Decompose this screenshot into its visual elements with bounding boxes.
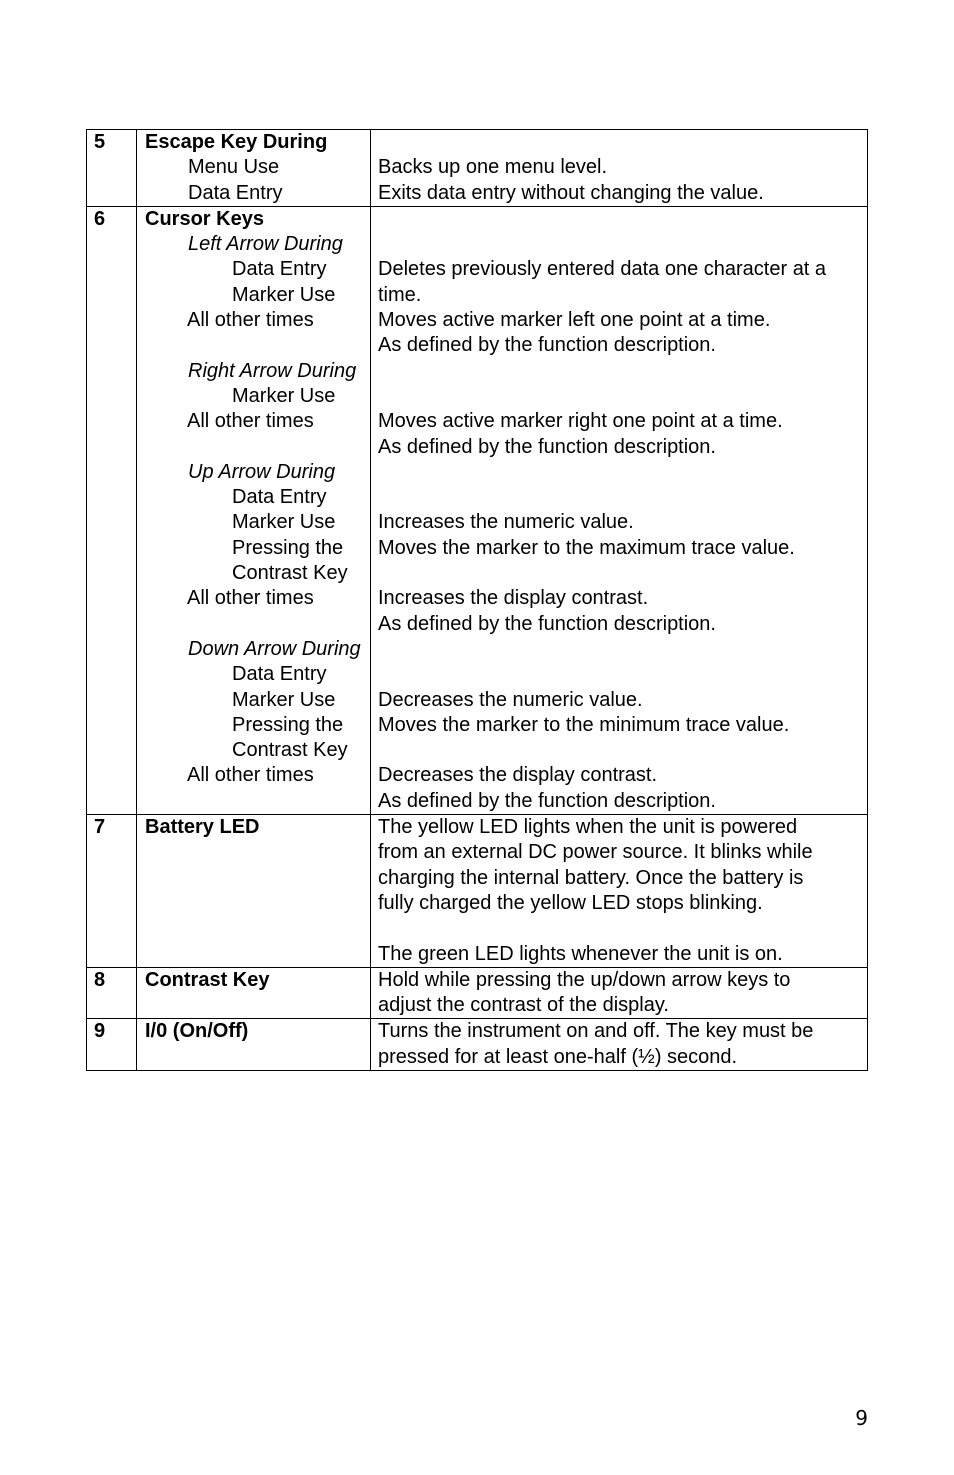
key-name-line: Marker Use: [232, 511, 336, 534]
key-name-line: I/0 (On/Off): [145, 1020, 249, 1043]
description-line: [378, 662, 867, 687]
table-row: [87, 206, 868, 814]
key-name-line: Battery LED: [145, 816, 260, 839]
item-number: 6: [87, 206, 137, 814]
description-line: [378, 384, 867, 409]
description-line: Moves the marker to the maximum trace value.: [378, 536, 795, 559]
description-line: [378, 207, 867, 232]
description-line: [378, 738, 867, 763]
item-number: 7: [87, 815, 137, 968]
key-name-line: Down Arrow During: [188, 637, 361, 660]
key-name-line: All other times: [187, 587, 314, 610]
description-cell: [371, 130, 868, 207]
key-name-line: Contrast Key: [232, 562, 348, 585]
key-name-line: Menu Use: [188, 156, 280, 179]
description-line: Decreases the numeric value.: [378, 688, 643, 711]
description-line: Deletes previously entered data one character at a: [378, 258, 827, 281]
description-line: Increases the display contrast.: [378, 587, 649, 610]
key-name-line: [137, 333, 370, 358]
table-body: [87, 130, 868, 1071]
description-line: Backs up one menu level.: [378, 156, 608, 179]
description-cell: [371, 1019, 868, 1071]
description-line: from an external DC power source. It blinks while: [378, 841, 813, 864]
key-name-line: Up Arrow During: [188, 460, 336, 483]
key-name-line: [137, 612, 370, 637]
description-line: [378, 130, 867, 155]
key-name-line: Data Entry: [188, 181, 283, 204]
key-name-line: Escape Key During: [145, 131, 328, 153]
description-line: Moves the marker to the minimum trace value.: [378, 713, 790, 736]
item-number: 5: [87, 130, 137, 207]
description-line: The yellow LED lights when the unit is powered: [378, 816, 798, 839]
description-line: adjust the contrast of the display.: [378, 994, 669, 1017]
key-name-line: Contrast Key: [145, 968, 270, 991]
description-line: Hold while pressing the up/down arrow keys to: [378, 968, 791, 991]
description-line: time.: [378, 283, 422, 306]
key-name-line: Data Entry: [232, 663, 327, 686]
item-number: 8: [87, 967, 137, 1019]
description-cell: [371, 206, 868, 814]
page-number: 9: [855, 1406, 868, 1430]
key-name-line: Pressing the: [232, 713, 344, 736]
description-line: [378, 359, 867, 384]
description-line: Moves active marker right one point at a time.: [378, 410, 783, 433]
key-name-line: Marker Use: [232, 283, 336, 306]
table-row: [87, 1019, 868, 1071]
description-line: [378, 232, 867, 257]
description-line: fully charged the yellow LED stops blinking.: [378, 891, 763, 914]
key-name-cell: [137, 130, 371, 207]
key-name-line: Left Arrow During: [188, 233, 343, 256]
key-name-line: All other times: [187, 764, 314, 787]
key-name-line: All other times: [187, 410, 314, 433]
key-function-table: [86, 129, 868, 1071]
description-cell: [371, 815, 868, 968]
description-cell: [371, 967, 868, 1019]
description-line: As defined by the function description.: [378, 334, 716, 357]
description-line: [378, 460, 867, 485]
table-row: [87, 815, 868, 968]
table-row: [87, 967, 868, 1019]
description-line: Turns the instrument on and off. The key must be: [378, 1020, 814, 1043]
key-name-line: Marker Use: [232, 384, 336, 407]
description-line: charging the internal battery. Once the battery is: [378, 866, 804, 889]
key-name-line: Cursor Keys: [145, 207, 264, 230]
key-name-cell: [137, 1019, 371, 1071]
description-line: [378, 561, 867, 586]
description-line: [378, 485, 867, 510]
description-line: pressed for at least one-half (½) second.: [378, 1045, 738, 1068]
key-name-cell: [137, 206, 371, 814]
key-name-line: Contrast Key: [232, 739, 348, 762]
key-name-line: Pressing the: [232, 536, 344, 559]
key-name-line: Data Entry: [232, 486, 327, 509]
description-line: [378, 916, 867, 941]
key-name-line: Marker Use: [232, 688, 336, 711]
description-line: [378, 637, 867, 662]
key-name-cell: [137, 967, 371, 1019]
key-name-line: [137, 435, 370, 460]
description-line: Increases the numeric value.: [378, 511, 634, 534]
key-name-line: Data Entry: [232, 258, 327, 281]
description-line: As defined by the function description.: [378, 435, 716, 458]
key-name-cell: [137, 815, 371, 968]
description-line: As defined by the function description.: [378, 612, 716, 635]
description-line: Exits data entry without changing the value.: [378, 181, 764, 204]
key-name-line: All other times: [187, 309, 314, 332]
description-line: As defined by the function description.: [378, 789, 716, 812]
table-row: [87, 130, 868, 207]
description-line: Moves active marker left one point at a time.: [378, 309, 771, 332]
description-line: Decreases the display contrast.: [378, 764, 658, 787]
key-name-line: Right Arrow During: [188, 359, 357, 382]
item-number: 9: [87, 1019, 137, 1071]
description-line: The green LED lights whenever the unit is on.: [378, 942, 783, 965]
